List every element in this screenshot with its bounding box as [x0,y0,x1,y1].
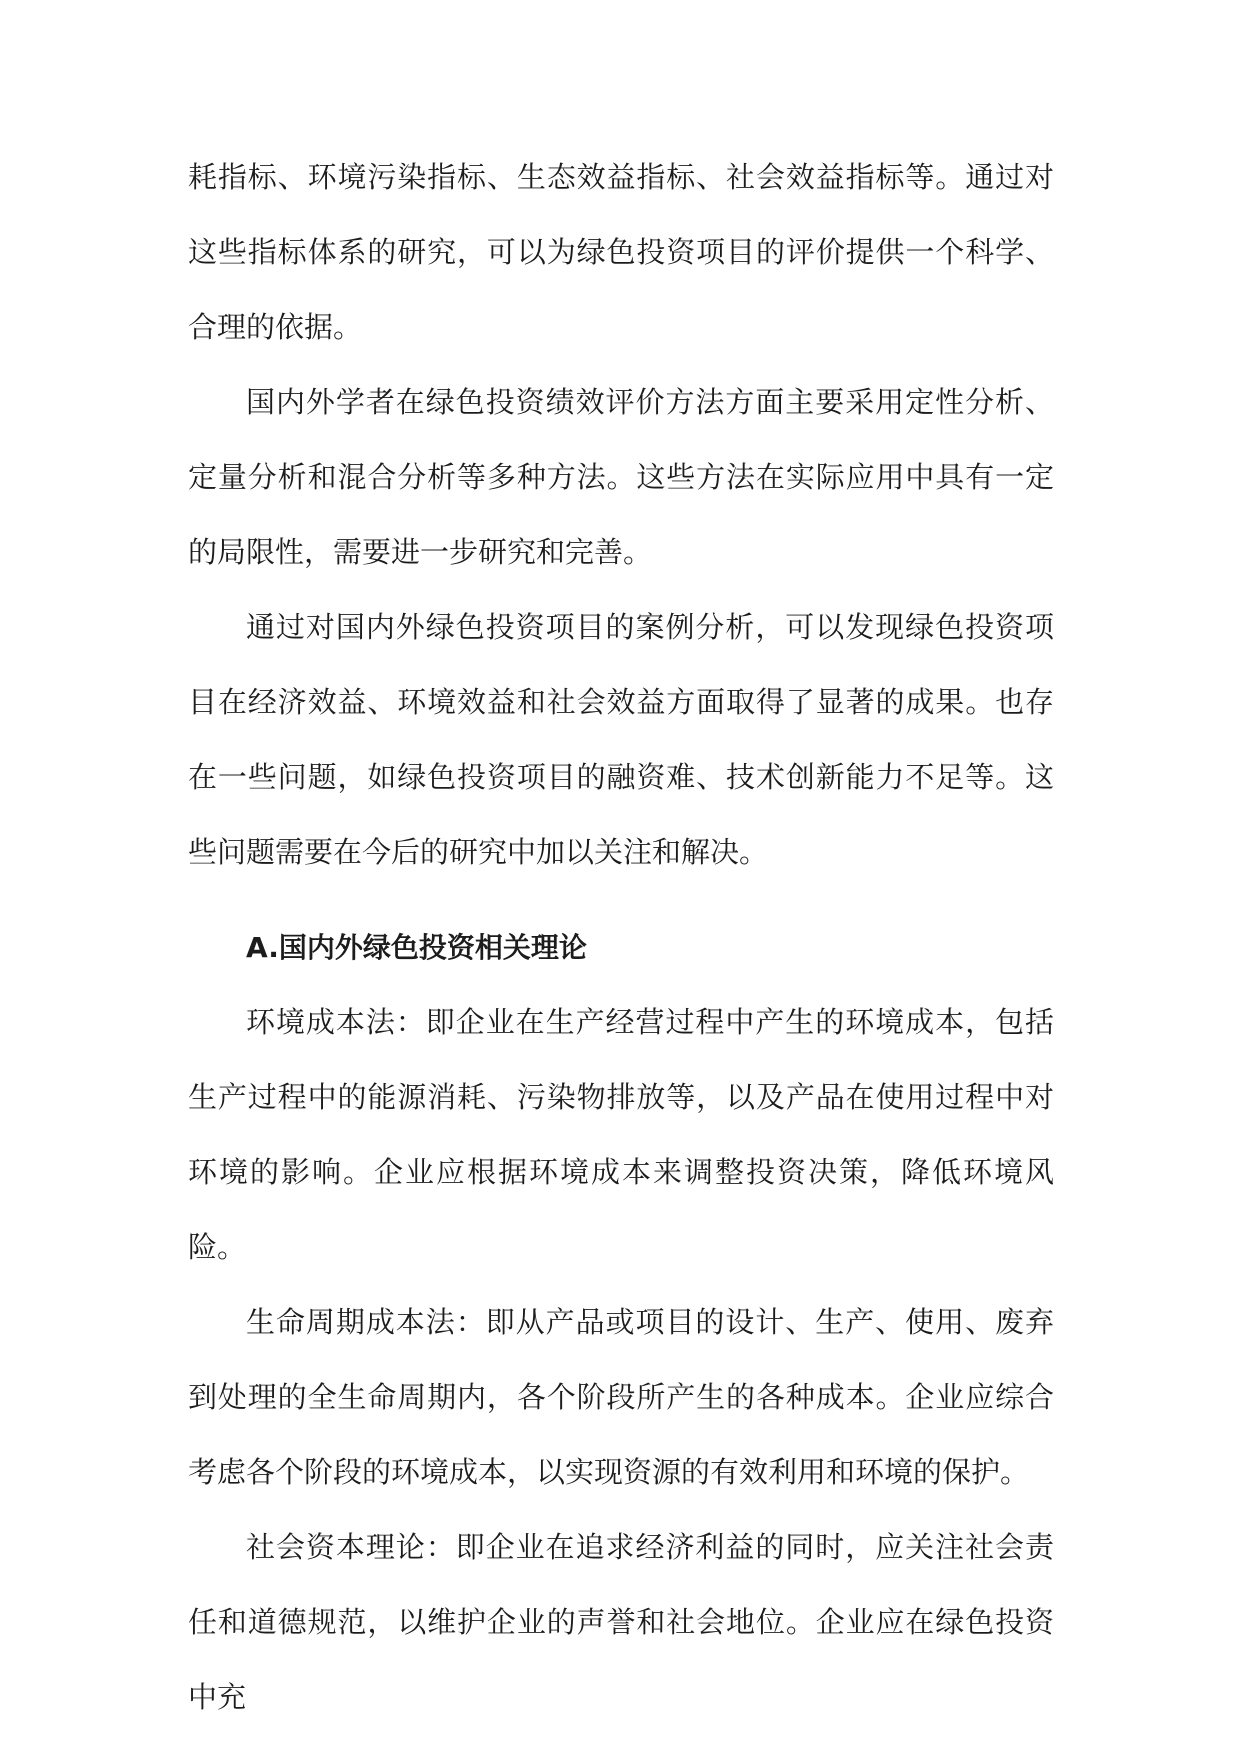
paragraph-environmental-cost: 环境成本法：即企业在生产经营过程中产生的环境成本，包括生产过程中的能源消耗、污染物排放等，以及产品在使用过程中对环境的影响。企业应根据环境成本来调整投资决策，降低环境风险。 [188,1005,1054,1264]
document-body [188,140,1054,1735]
paragraph-social-capital: 社会资本理论：即企业在追求经济利益的同时，应关注社会责任和道德规范，以维护企业的声誉和社会地位。企业应在绿色投资中充 [188,1530,1054,1714]
paragraph-case-analysis: 通过对国内外绿色投资项目的案例分析，可以发现绿色投资项目在经济效益、环境效益和社会效益方面取得了显著的成果。也存在一些问题，如绿色投资项目的融资难、技术创新能力不足等。这些问题需要在今后的研究中加以关注和解决。 [188,610,1054,869]
paragraph-indicator-system: 耗指标、环境污染指标、生态效益指标、社会效益指标等。通过对这些指标体系的研究，可以为绿色投资项目的评价提供一个科学、合理的依据。 [188,160,1054,344]
paragraph-lifecycle-cost: 生命周期成本法：即从产品或项目的设计、生产、使用、废弃到处理的全生命周期内，各个阶段所产生的各种成本。企业应综合考虑各个阶段的环境成本，以实现资源的有效利用和环境的保护。 [188,1305,1054,1489]
section-heading: A.国内外绿色投资相关理论 [246,931,587,964]
paragraph-evaluation-methods: 国内外学者在绿色投资绩效评价方法方面主要采用定性分析、定量分析和混合分析等多种方法。这些方法在实际应用中具有一定的局限性，需要进一步研究和完善。 [188,385,1054,569]
